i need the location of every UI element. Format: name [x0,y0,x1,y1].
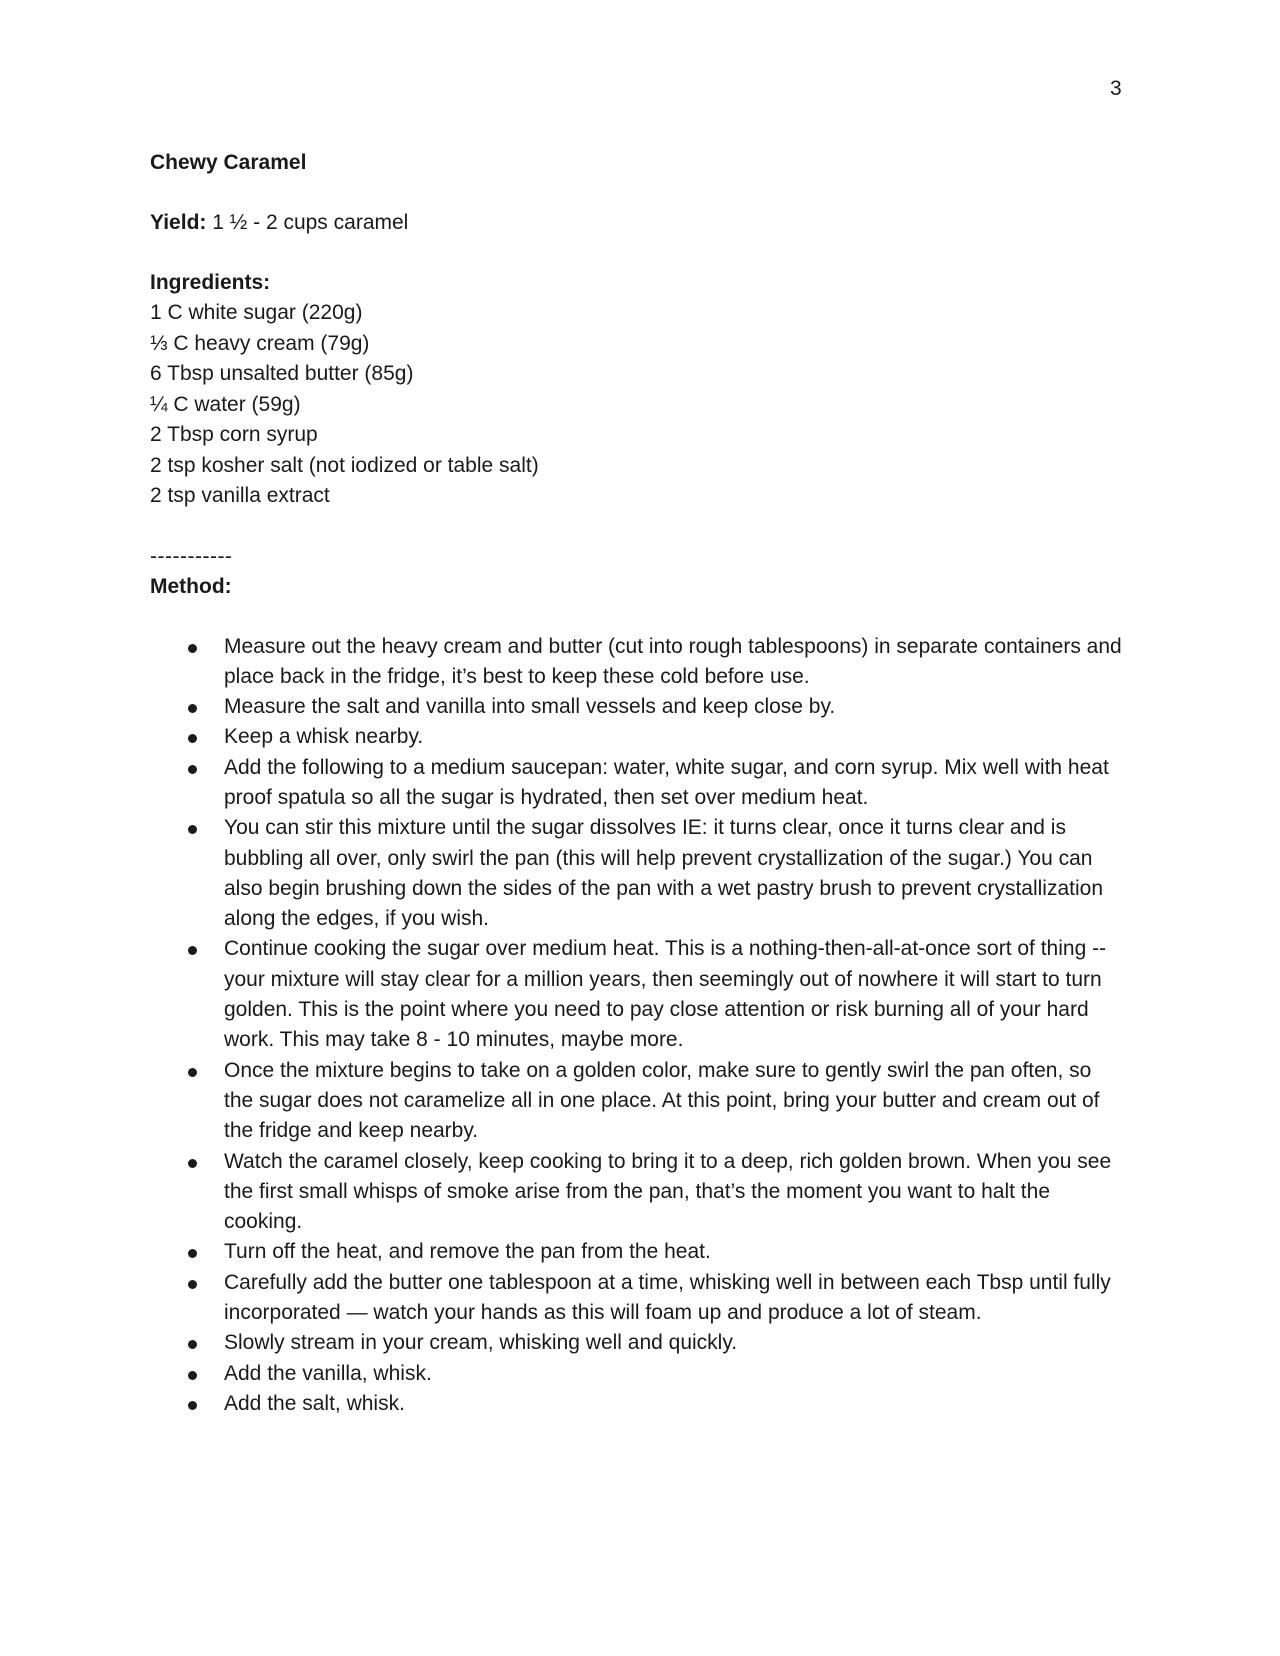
yield-value: 1 ½ - 2 cups caramel [212,211,409,234]
method-list [150,632,1150,1420]
method-heading: Method: [150,574,232,598]
method-step [150,1328,1124,1358]
method-step [150,1268,1124,1329]
section-divider: ----------- [150,544,233,568]
method-step-text: Add the vanilla, whisk. [224,1361,432,1385]
method-step-text: Measure out the heavy cream and butter (cut into rough tablespoons) in separate containers and place back in the fridge, it’s best to keep these cold before use. [224,634,1122,688]
yield-line [150,208,1150,238]
method-step [150,692,1124,722]
method-step-text: Slowly stream in your cream, whisking well and quickly. [224,1331,738,1355]
bullet-icon [188,644,197,653]
ingredient-item: ¼ C water (59g) [150,392,301,416]
method-step-text: Keep a whisk nearby. [224,725,424,749]
page-number: 3 [1110,77,1122,100]
bullet-icon [188,765,197,774]
bullet-icon [188,1401,197,1410]
bullet-icon [188,704,197,713]
bullet-icon [188,734,197,743]
ingredient-item: 2 tsp vanilla extract [150,484,330,507]
method-step-text: Watch the caramel closely, keep cooking to bring it to a deep, rich golden brown. When you see the first small whisps of smoke arise from the pan, that’s the moment you want to halt the cooking. [224,1149,1112,1234]
bullet-icon [188,1249,197,1258]
ingredient-item: ⅓ C heavy cream (79g) [150,331,370,355]
bullet-icon [188,946,197,955]
yield-label: Yield: [150,211,207,234]
method-step [150,722,1124,752]
method-step-text: Continue cooking the sugar over medium heat. This is a nothing-then-all-at-once sort of thing -- your mixture will stay clear for a million years, then seemingly out of nowhere it will start to turn golden. This is the point where you need to pay close attention or risk burning all of your hard work. This may take 8 - 10 minutes, maybe more. [224,937,1107,1052]
method-step [150,1237,1124,1267]
method-step [150,1147,1124,1238]
method-step [150,813,1124,934]
method-step-text: Turn off the heat, and remove the pan from the heat. [224,1240,711,1264]
method-step [150,934,1124,1055]
bullet-icon [188,1280,197,1289]
bullet-icon [188,1371,197,1380]
bullet-icon [188,1340,197,1349]
method-step [150,1359,1124,1389]
recipe-content [150,148,1150,1419]
ingredient-item: 2 Tbsp corn syrup [150,423,318,446]
method-step-text: Once the mixture begins to take on a golden color, make sure to gently swirl the pan often, so the sugar does not caramelize all in one place. At this point, bring your butter and cream out of the fridge and keep nearby. [224,1058,1100,1143]
method-step [150,753,1124,814]
method-step [150,632,1124,693]
bullet-icon [188,1159,197,1168]
ingredient-item: 2 tsp kosher salt (not iodized or table salt) [150,453,539,477]
method-step [150,1056,1124,1147]
bullet-icon [188,825,197,834]
method-step-text: Measure the salt and vanilla into small vessels and keep close by. [224,695,836,719]
ingredients-heading: Ingredients: [150,271,271,294]
method-step-text: You can stir this mixture until the sugar dissolves IE: it turns clear, once it turns clear and is bubbling all over, only swirl the pan (this will help prevent crystallization of the sugar.) You can also begin brushing down the sides of the pan with a wet pastry brush to prevent crystallization along the edges, if you wish. [224,816,1103,931]
method-step [150,1389,1124,1419]
recipe-title: Chewy Caramel [150,151,307,174]
bullet-icon [188,1068,197,1077]
method-step-text: Carefully add the butter one tablespoon at a time, whisking well in between each Tbsp until fully incorporated — watch your hands as this will foam up and produce a lot of steam. [224,1270,1111,1325]
ingredients-list [150,298,1150,512]
method-step-text: Add the following to a medium saucepan: water, white sugar, and corn syrup. Mix well with heat proof spatula so all the sugar is hydrated, then set over medium heat. [224,755,1109,809]
method-step-text: Add the salt, whisk. [224,1391,405,1415]
ingredient-item: 1 C white sugar (220g) [150,301,363,324]
ingredient-item: 6 Tbsp unsalted butter (85g) [150,362,414,385]
